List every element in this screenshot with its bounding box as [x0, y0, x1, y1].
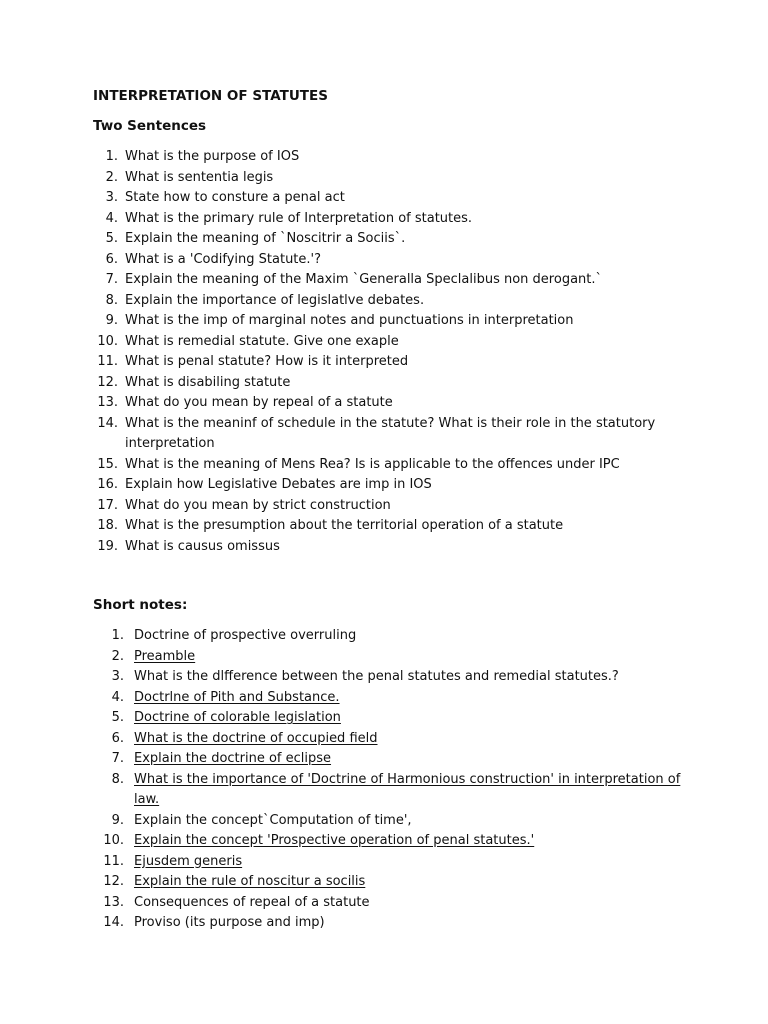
list-item — [93, 770, 693, 811]
list-item — [93, 311, 693, 332]
list-item-text: Explain the doctrine of eclipse — [134, 751, 332, 766]
list-item — [93, 708, 693, 729]
list-item-number: 6. — [111, 730, 124, 746]
list-item — [93, 831, 693, 852]
list-item — [93, 749, 693, 770]
list-item-number: 19. — [97, 538, 118, 554]
list-item-number: 7. — [111, 751, 124, 766]
list-item-number: 5. — [111, 710, 124, 725]
list-item-text: Proviso (its purpose and imp) — [134, 915, 325, 930]
list-item-text: State how to consture a penal act — [125, 190, 345, 205]
list-item-number: 8. — [105, 292, 118, 308]
list-item-number: 3. — [105, 190, 118, 205]
list-item-text: What is the meaninf of schedule in the statute? What is their role in the statutory interpretation — [125, 415, 656, 451]
list-item — [93, 168, 693, 189]
list-item — [93, 688, 693, 709]
list-item-text: Explain how Legislative Debates are imp in IOS — [125, 477, 432, 492]
list-item-number: 1. — [111, 628, 124, 643]
document-title: INTERPRETATION OF STATUTES — [93, 88, 328, 104]
section-heading-two-sentences: Two Sentences — [93, 118, 207, 134]
list-item-text: Explain the rule of noscitur a socilis — [134, 874, 366, 889]
list-item-number: 5. — [105, 231, 118, 246]
list-item — [93, 872, 693, 893]
list-item-number: 2. — [105, 169, 118, 185]
list-item-number: 16. — [97, 477, 118, 492]
list-item-number: 15. — [97, 456, 118, 472]
list-item — [93, 516, 693, 537]
list-item-number: 4. — [111, 689, 124, 705]
list-item-text: What is sententia legis — [125, 169, 274, 185]
list-item — [93, 414, 693, 455]
two-sentences-list — [93, 147, 693, 557]
list-item-number: 10. — [103, 833, 124, 848]
list-item-number: 9. — [105, 313, 118, 328]
list-item — [93, 250, 693, 271]
list-item-number: 13. — [103, 894, 124, 910]
list-item-number: 11. — [97, 354, 118, 369]
list-item — [93, 626, 693, 647]
list-item-text: What is the primary rule of Interpretation of statutes. — [125, 210, 473, 226]
list-item — [93, 270, 693, 291]
list-item — [93, 667, 693, 688]
list-item-number: 12. — [97, 374, 118, 390]
list-item-number: 8. — [111, 771, 124, 787]
list-item-text: What is the presumption about the territorial operation of a statute — [125, 518, 564, 533]
list-item-text: What is remedial statute. Give one exaple — [125, 333, 399, 349]
list-item-text: What is the purpose of IOS — [125, 149, 300, 164]
list-item — [93, 811, 693, 832]
list-item — [93, 475, 693, 496]
list-item-number: 4. — [105, 210, 118, 226]
list-item-text: Explain the importance of legislatlve debates. — [125, 292, 425, 308]
list-item-text: Explain the meaning of the Maxim `Generalla Speclalibus non derogant.` — [125, 272, 603, 287]
list-item-text: Ejusdem generis — [134, 853, 243, 869]
list-item-number: 11. — [103, 853, 124, 869]
list-item — [93, 455, 693, 476]
list-item-text: Doctrlne of Pith and Substance. — [134, 689, 340, 705]
list-item — [93, 291, 693, 312]
list-item-number: 14. — [103, 915, 124, 930]
list-item-text: What is the meaning of Mens Rea? Is is applicable to the offences under IPC — [125, 456, 620, 472]
list-item-number: 12. — [103, 874, 124, 889]
list-item-text: Consequences of repeal of a statute — [134, 894, 370, 910]
list-item — [93, 913, 693, 934]
list-item — [93, 393, 693, 414]
list-item — [93, 852, 693, 873]
list-item-text: Doctrine of colorable legislation — [134, 710, 341, 725]
list-item-text: What is the importance of 'Doctrine of Harmonious construction' in interpretation of law. — [134, 771, 681, 807]
list-item — [93, 229, 693, 250]
list-item-number: 1. — [105, 149, 118, 164]
list-item-number: 7. — [105, 272, 118, 287]
list-item — [93, 332, 693, 353]
list-item-text: What do you mean by repeal of a statute — [125, 395, 393, 410]
short-notes-list — [93, 626, 693, 934]
list-item-text: Explain the meaning of `Noscitrir a Sociis`. — [125, 231, 406, 246]
list-item-number: 14. — [97, 415, 118, 431]
list-item-text: What is the dlfference between the penal statutes and remedial statutes.? — [134, 669, 619, 684]
list-item — [93, 147, 693, 168]
list-item-text: What is causus omissus — [125, 538, 280, 554]
list-item-number: 17. — [97, 497, 118, 513]
list-item-text: What do you mean by strict construction — [125, 497, 391, 513]
list-item — [93, 729, 693, 750]
list-item — [93, 496, 693, 517]
list-item-text: What is disabiling statute — [125, 374, 291, 390]
list-item-text: Explain the concept`Computation of time', — [134, 812, 412, 828]
list-item-text: What is the doctrine of occupied field — [134, 730, 378, 746]
list-item — [93, 188, 693, 209]
list-item-text: What is the imp of marginal notes and punctuations in interpretation — [125, 313, 574, 328]
list-item-number: 6. — [105, 251, 118, 267]
list-item-number: 10. — [97, 333, 118, 349]
list-item-number: 3. — [111, 669, 124, 684]
list-item-text: What is penal statute? How is it interpreted — [125, 354, 409, 369]
list-item — [93, 352, 693, 373]
list-item-text: Doctrine of prospective overruling — [134, 628, 357, 643]
list-item — [93, 893, 693, 914]
list-item — [93, 537, 693, 558]
list-item-number: 2. — [111, 648, 124, 664]
list-item-text: Preamble — [134, 648, 196, 664]
list-item — [93, 209, 693, 230]
list-item-number: 13. — [97, 395, 118, 410]
list-item — [93, 373, 693, 394]
list-item-number: 9. — [111, 812, 124, 828]
list-item-text: Explain the concept 'Prospective operation of penal statutes.' — [134, 833, 535, 848]
list-item-number: 18. — [97, 518, 118, 533]
list-item-text: What is a 'Codifying Statute.'? — [125, 251, 322, 267]
section-heading-short-notes: Short notes: — [93, 597, 188, 613]
list-item — [93, 647, 693, 668]
